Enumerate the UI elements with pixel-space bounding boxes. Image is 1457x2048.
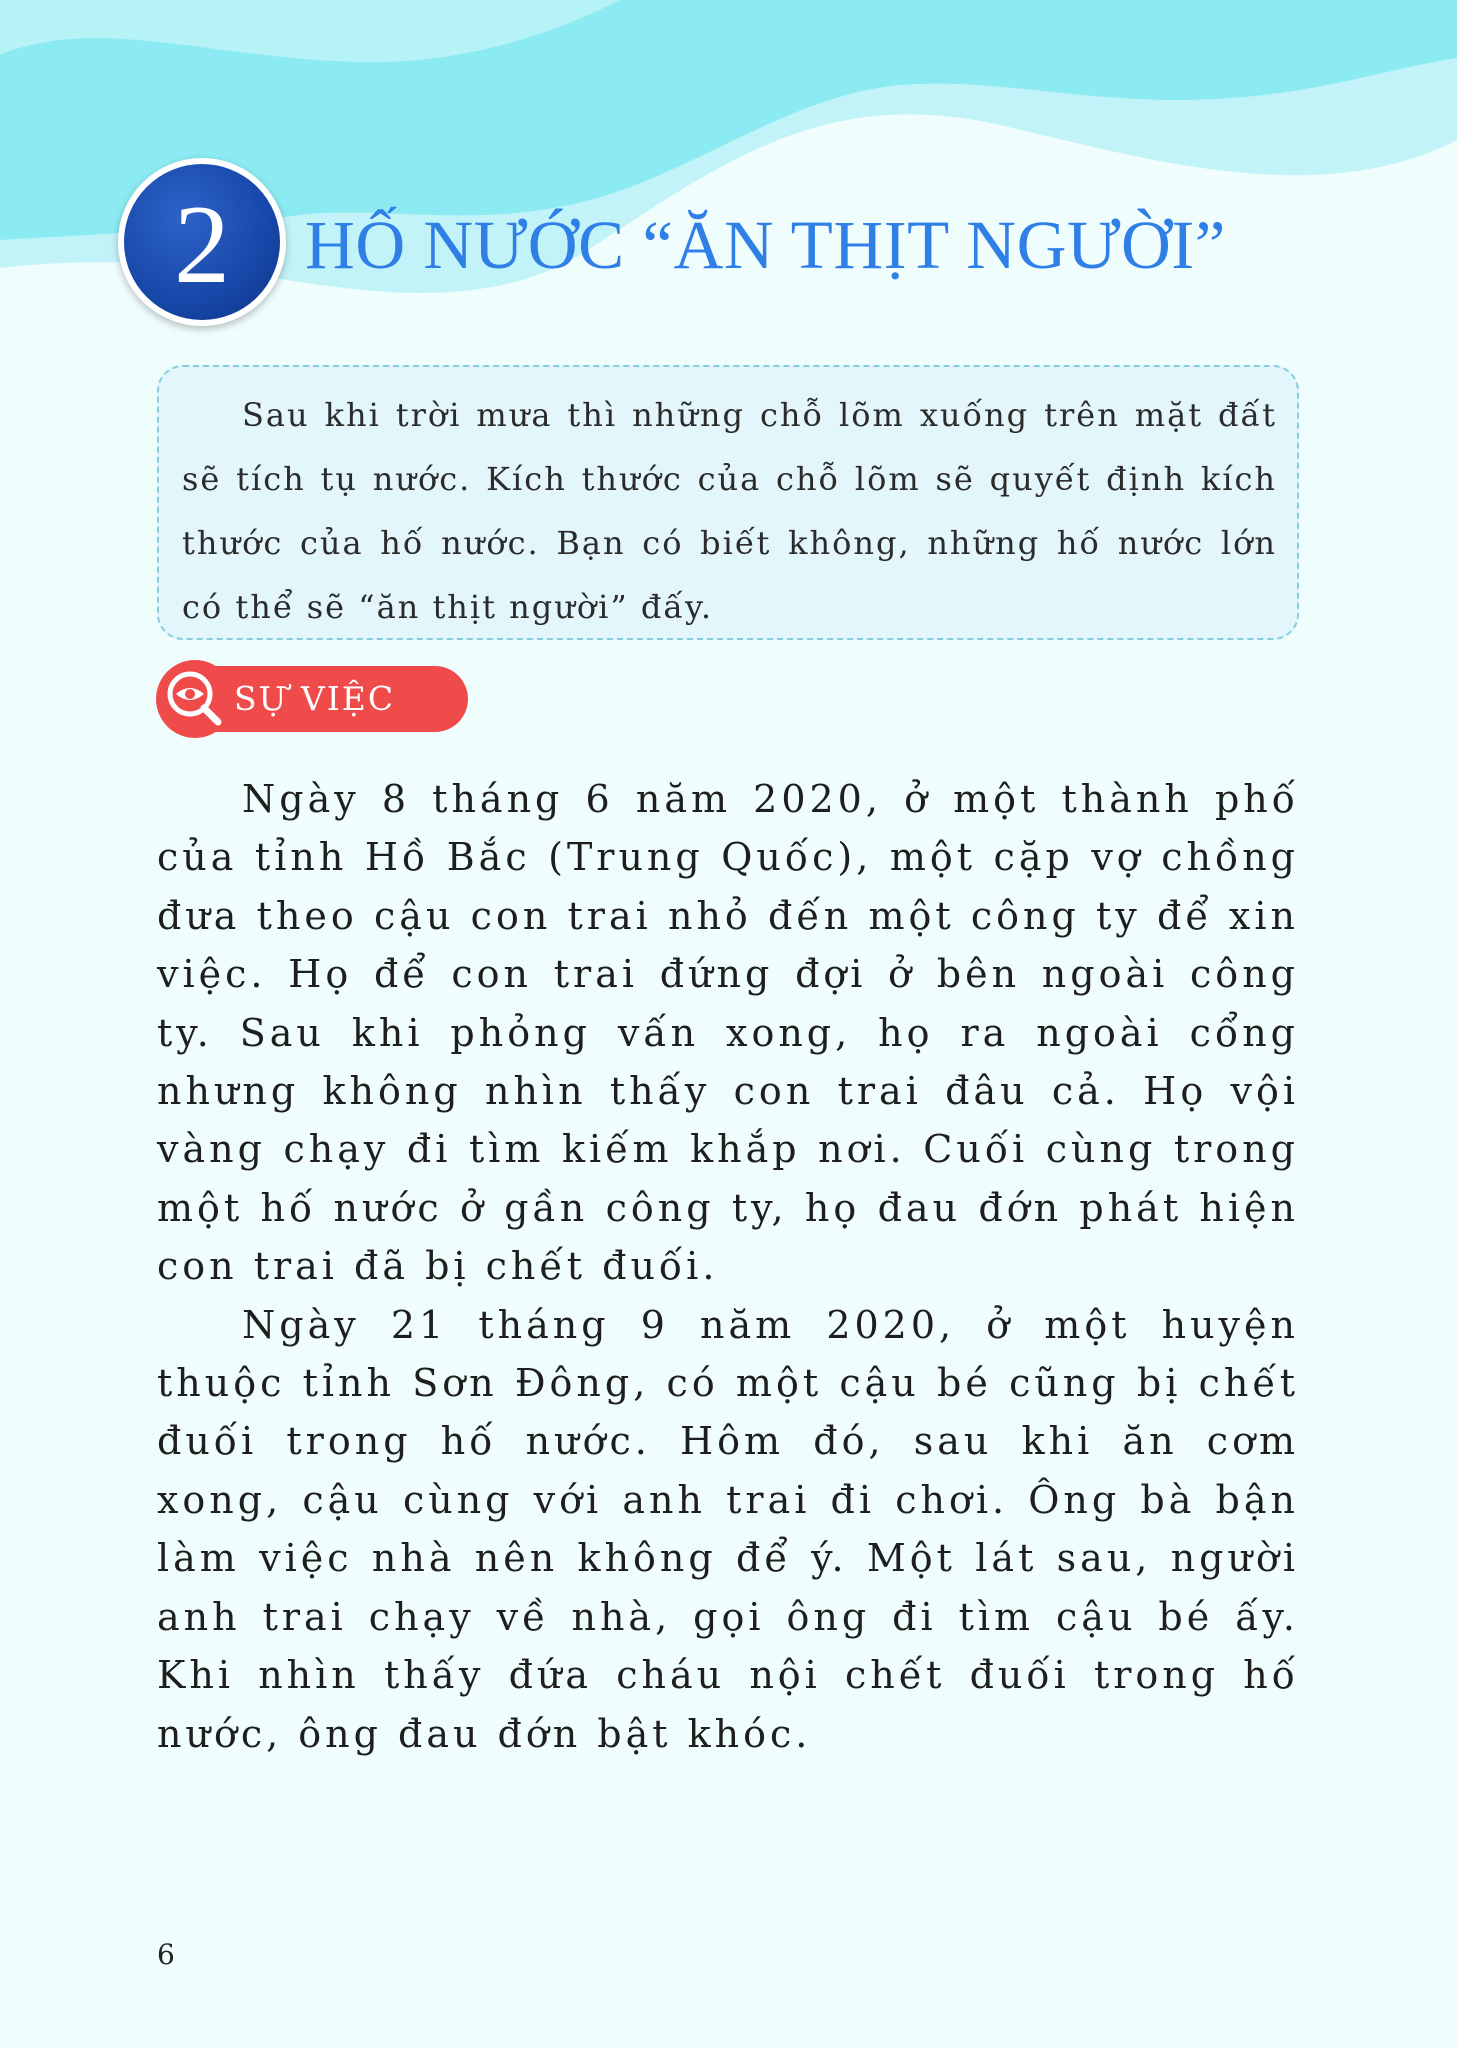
chapter-number-badge (118, 158, 286, 326)
intro-text: Sau khi trời mưa thì những chỗ lõm xuống trên mặt đất sẽ tích tụ nước. Kích thước của chỗ lõm sẽ quyết định kích thước của hố nước. Bạn có biết không, những hố nước lớn có thể sẽ “ăn thịt người” đấy. (182, 396, 1277, 626)
story-paragraph-2: Ngày 21 tháng 9 năm 2020, ở một huyện thuộc tỉnh Sơn Đông, có một cậu bé cũng bị chết đuối trong hố nước. Hôm đó, sau khi ăn cơm xong, cậu cùng với anh trai đi chơi. Ông bà bận làm việc nhà nên không để ý. Một lát sau, người anh trai chạy về nhà, gọi ông đi tìm cậu bé ấy. Khi nhìn thấy đứa cháu nội chết đuối trong hố nước, ông đau đớn bật khóc. (157, 1302, 1299, 1756)
chapter-number: 2 (174, 183, 230, 307)
section-tag-su-viec (156, 666, 468, 732)
magnifier-eye-icon (156, 660, 234, 738)
section-tag-label: SỰ VIỆC (234, 679, 396, 718)
intro-box (157, 365, 1299, 640)
chapter-title: HỐ NƯỚC “ĂN THỊT NGƯỜI” (305, 207, 1226, 283)
story-paragraph-1: Ngày 8 tháng 6 năm 2020, ở một thành phố của tỉnh Hồ Bắc (Trung Quốc), một cặp vợ chồng đưa theo cậu con trai nhỏ đến một công ty để xin việc. Họ để con trai đứng đợi ở bên ngoài công ty. Sau khi phỏng vấn xong, họ ra ngoài cổng nhưng không nhìn thấy con trai đâu cả. Họ vội vàng chạy đi tìm kiếm khắp nơi. Cuối cùng trong một hố nước ở gần công ty, họ đau đớn phát hiện con trai đã bị chết đuối. (157, 777, 1299, 1289)
story-body (157, 770, 1299, 1763)
page-number: 6 (157, 1938, 175, 1971)
